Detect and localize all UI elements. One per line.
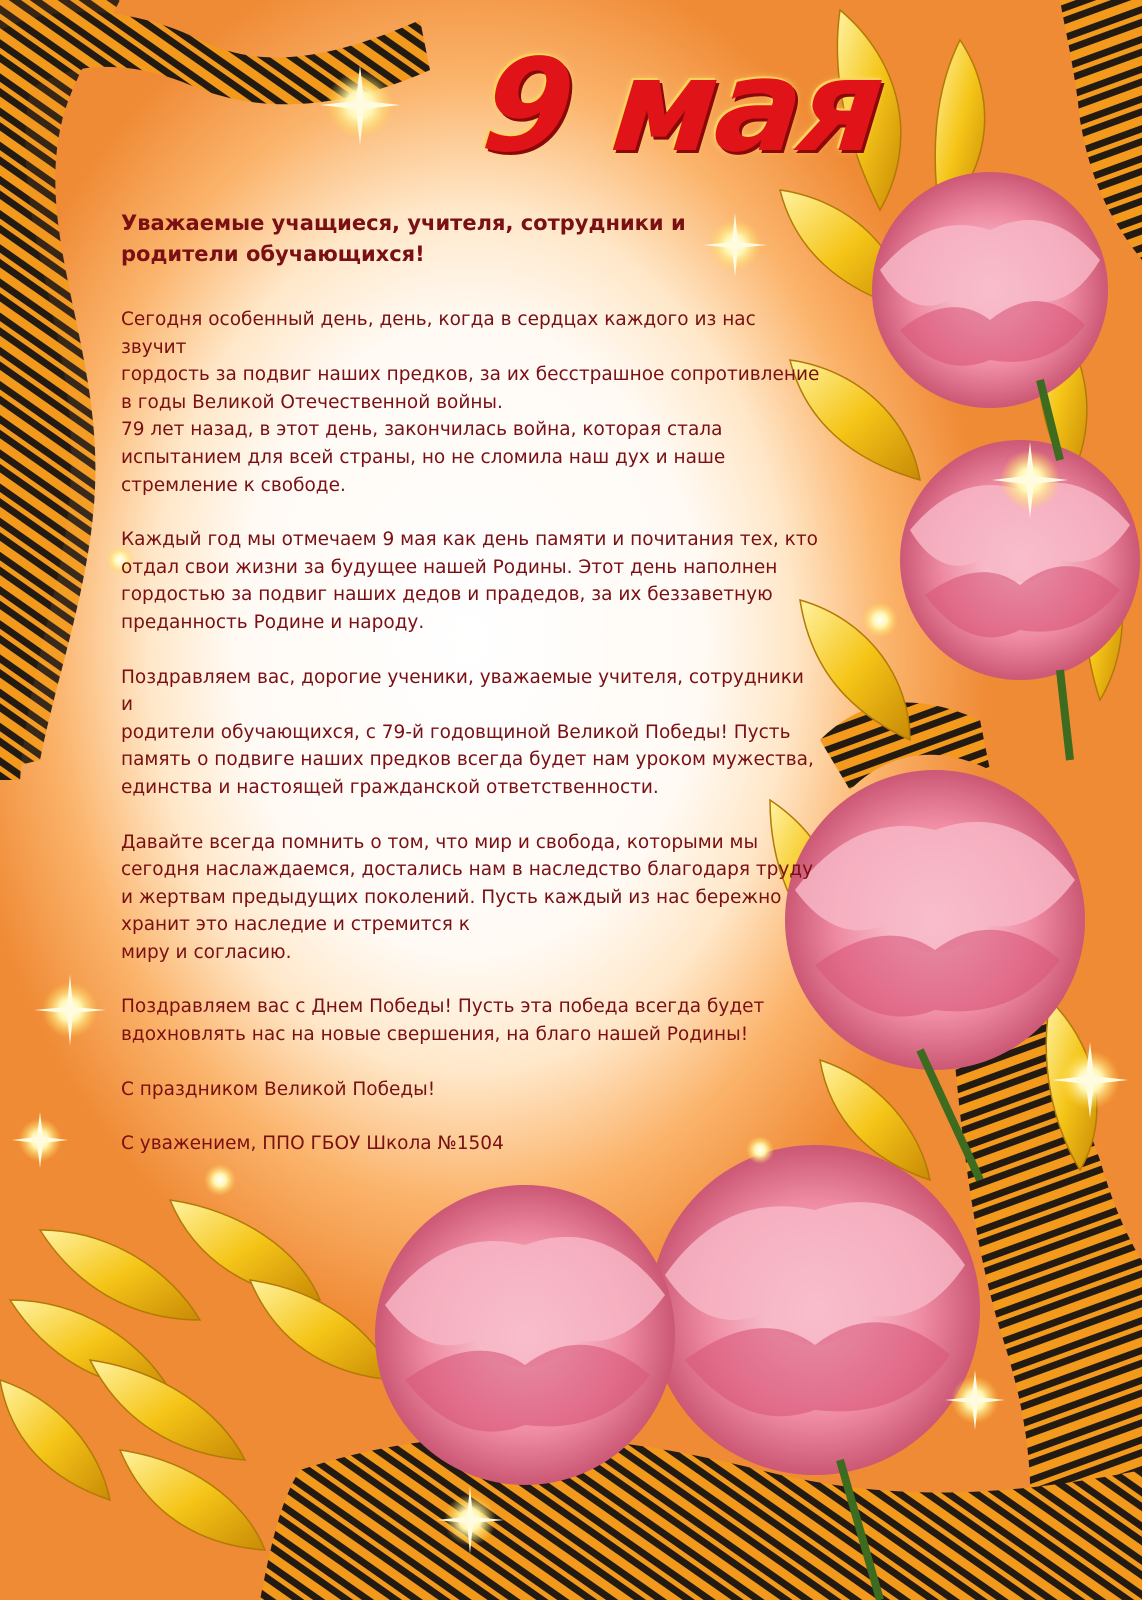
greeting-heading: Уважаемые учащиеся, учителя, сотрудники и родители обучающихся! — [121, 211, 686, 266]
paragraph-5: Поздравляем вас с Днем Победы! Пусть эта победа всегда будет вдохновлять нас на новые свершения, на благо нашей Родины! — [121, 996, 765, 1046]
paragraph-3: Поздравляем вас, дорогие ученики, уважаемые учителя, сотрудники и родители обучающихся, с 79-й годовщиной Великой Победы! Пусть память о подвиге наших предков всегда будет нам уроком мужества, единства и настоящей гражданской ответственности. — [121, 666, 814, 798]
signature-line: С уважением, ППО ГБОУ Школа №1504 — [121, 1133, 504, 1155]
paragraph-2: Каждый год мы отмечаем 9 мая как день памяти и почитания тех, кто отдал свои жизни за будущее нашей Родины. Этот день наполнен гордостью за подвиг наших дедов и прадедов, за их беззаветную преданность Родине и народу. — [121, 529, 818, 633]
poster-title: 9 мая — [476, 32, 889, 181]
paragraph-1: Сегодня особенный день, день, когда в сердцах каждого из нас звучит гордость за подвиг наших предков, за их бесстрашное сопротивление в годы Великой Отечественной войны. 79 лет назад, в этот день, закончилась война, которая стала испытанием для всей страны, но не сломила наш дух и наше стремление к свободе. — [121, 309, 820, 496]
letter-body — [121, 208, 821, 1185]
closing-line: С праздником Великой Победы! — [121, 1078, 436, 1100]
paragraph-4: Давайте всегда помнить о том, что мир и свобода, которыми мы сегодня наслаждаемся, достались нам в наследство благодаря труду и жертвам предыдущих поколений. Пусть каждый из нас бережно хранит это наследие и стремится к миру и согласию. — [121, 831, 814, 963]
